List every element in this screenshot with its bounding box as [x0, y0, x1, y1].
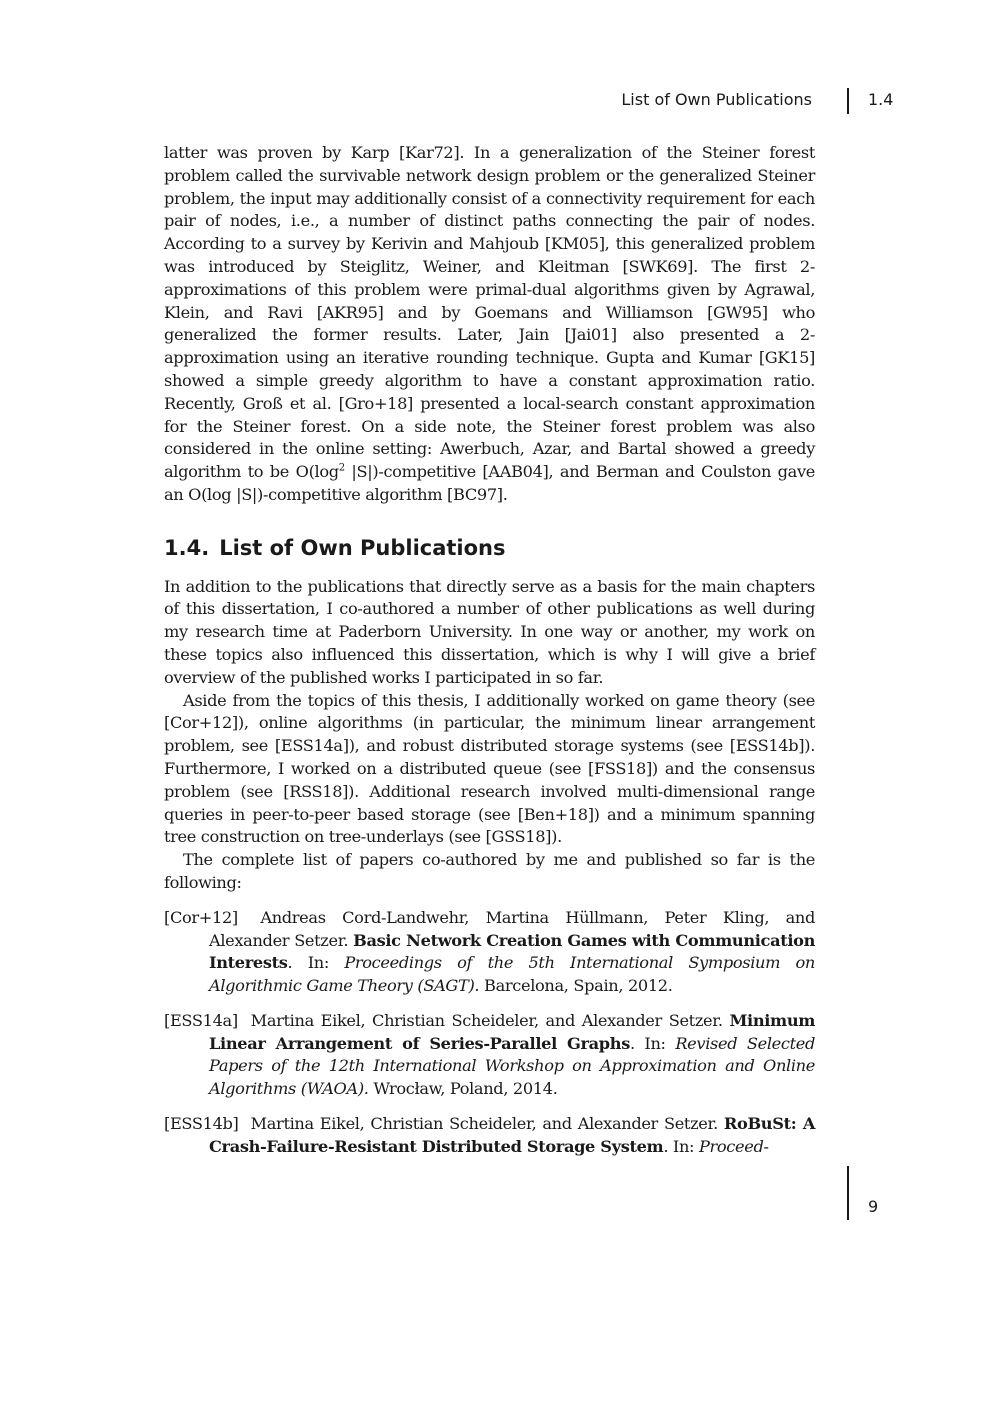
paragraph-1: In addition to the publications that directly serve as a basis for the main chapters of this dissertation, I co-authored a number of other publications as well during my research time at Paderborn University. In one way or another, my work on these topics also influenced this dissertation, which is why I will give a brief overview of the published works I participated in so far.	[164, 576, 815, 687]
paragraph-2: Aside from the topics of this thesis, I additionally worked on game theory (see [Cor+12]), online algorithms (in particular, the minimum linear arrangement problem, see [ESS14a]), and robust distributed storage systems (see [ESS14b]). Furthermore, I worked on a distributed queue (see [FSS18]) and the consensus problem (see [RSS18]). Additional research involved multi-dimensional range queries in peer-to-peer based storage (see [Ben+18]) and a minimum spanning tree construction on tree-underlays (see [GSS18]).	[164, 690, 815, 847]
intro-text-b: |S|)-competitive [AAB04], and Berman and Coulston gave an O(log |S|)-competitive algorithm [BC97].	[164, 462, 815, 504]
bib-title: Minimum Linear Arrangement of Series-Parallel Graphs	[209, 1010, 816, 1053]
bib-key: [ESS14a]	[164, 1010, 238, 1030]
bib-authors: Martina Eikel, Christian Scheideler, and Alexander Setzer.	[250, 1114, 718, 1134]
bib-venue: Proceedings of the 5th International Symposium on Algorithmic Game Theory (SAGT).	[209, 953, 815, 996]
bib-authors: Martina Eikel, Christian Scheideler, and Alexander Setzer.	[250, 1010, 723, 1030]
running-head-section: 1.4	[868, 90, 894, 109]
section-heading	[164, 537, 815, 560]
intro-superscript: 2	[338, 462, 345, 474]
paragraph-3: The complete list of papers co-authored by me and published so far is the following:	[164, 850, 815, 892]
bib-in: . In:	[629, 1033, 666, 1053]
section-title: List of Own Publications	[219, 535, 506, 560]
bib-key: [Cor+12]	[164, 907, 238, 927]
bib-authors: Andreas Cord-Landwehr, Martina Hüllmann, Peter Kling, and Alexander Setzer.	[209, 907, 815, 950]
bib-rest: Wrocław, Poland, 2014.	[373, 1079, 558, 1099]
intro-text-a: latter was proven by Karp [Kar72]. In a generalization of the Steiner forest problem called the survivable network design problem or the generalized Steiner problem, the input may additionally consist of a connectivity requirement for each pair of nodes, i.e., a number of distinct paths connecting the pair of nodes. According to a survey by Kerivin and Mahjoub [KM05], this generalized problem was introduced by Steiglitz, Weiner, and Kleitman [SWK69]. The first 2-approximations of this problem were primal-dual algorithms given by Agrawal, Klein, and Ravi [AKR95] and by Goemans and Williamson [GW95] who generalized the former results. Later, Jain [Jai01] also presented a 2-approximation using an iterative rounding technique. Gupta and Kumar [GK15] showed a simple greedy algorithm to have a constant approximation ratio. Recently, Groß et al. [Gro+18] presented a local-search constant approximation for the Steiner forest. On a side note, the Steiner forest problem was also considered in the online setting: Awerbuch, Azar, and Bartal showed a greedy algorithm to be O(log	[164, 143, 815, 482]
bib-in: . In:	[663, 1136, 695, 1156]
bib-venue: Proceed-	[698, 1136, 769, 1156]
bib-title: Basic Network Creation Games with Communication Interests	[209, 930, 815, 973]
bibliography-list	[164, 907, 815, 1159]
page-body	[164, 142, 815, 1171]
page-number: 9	[868, 1197, 879, 1216]
bibliography-entry-ess14a	[164, 1010, 815, 1101]
footer-divider	[847, 1166, 849, 1220]
bib-venue: Revised Selected Papers of the 12th International Workshop on Approximation and Online Algorithms (WAOA).	[209, 1033, 816, 1099]
intro-paragraph	[164, 142, 815, 507]
bibliography-entry-ess14b	[164, 1113, 815, 1159]
bib-in: . In:	[287, 953, 329, 973]
running-head	[600, 88, 900, 116]
running-head-title: List of Own Publications	[621, 90, 812, 109]
running-head-divider	[847, 88, 849, 114]
bib-key: [ESS14b]	[164, 1114, 239, 1134]
section-number: 1.4.	[164, 535, 210, 560]
bib-rest: Barcelona, Spain, 2012.	[484, 976, 673, 996]
bibliography-entry-cor12	[164, 907, 815, 998]
bib-title: RoBuSt: A Crash-Failure-Resistant Distributed Storage System	[209, 1114, 816, 1156]
